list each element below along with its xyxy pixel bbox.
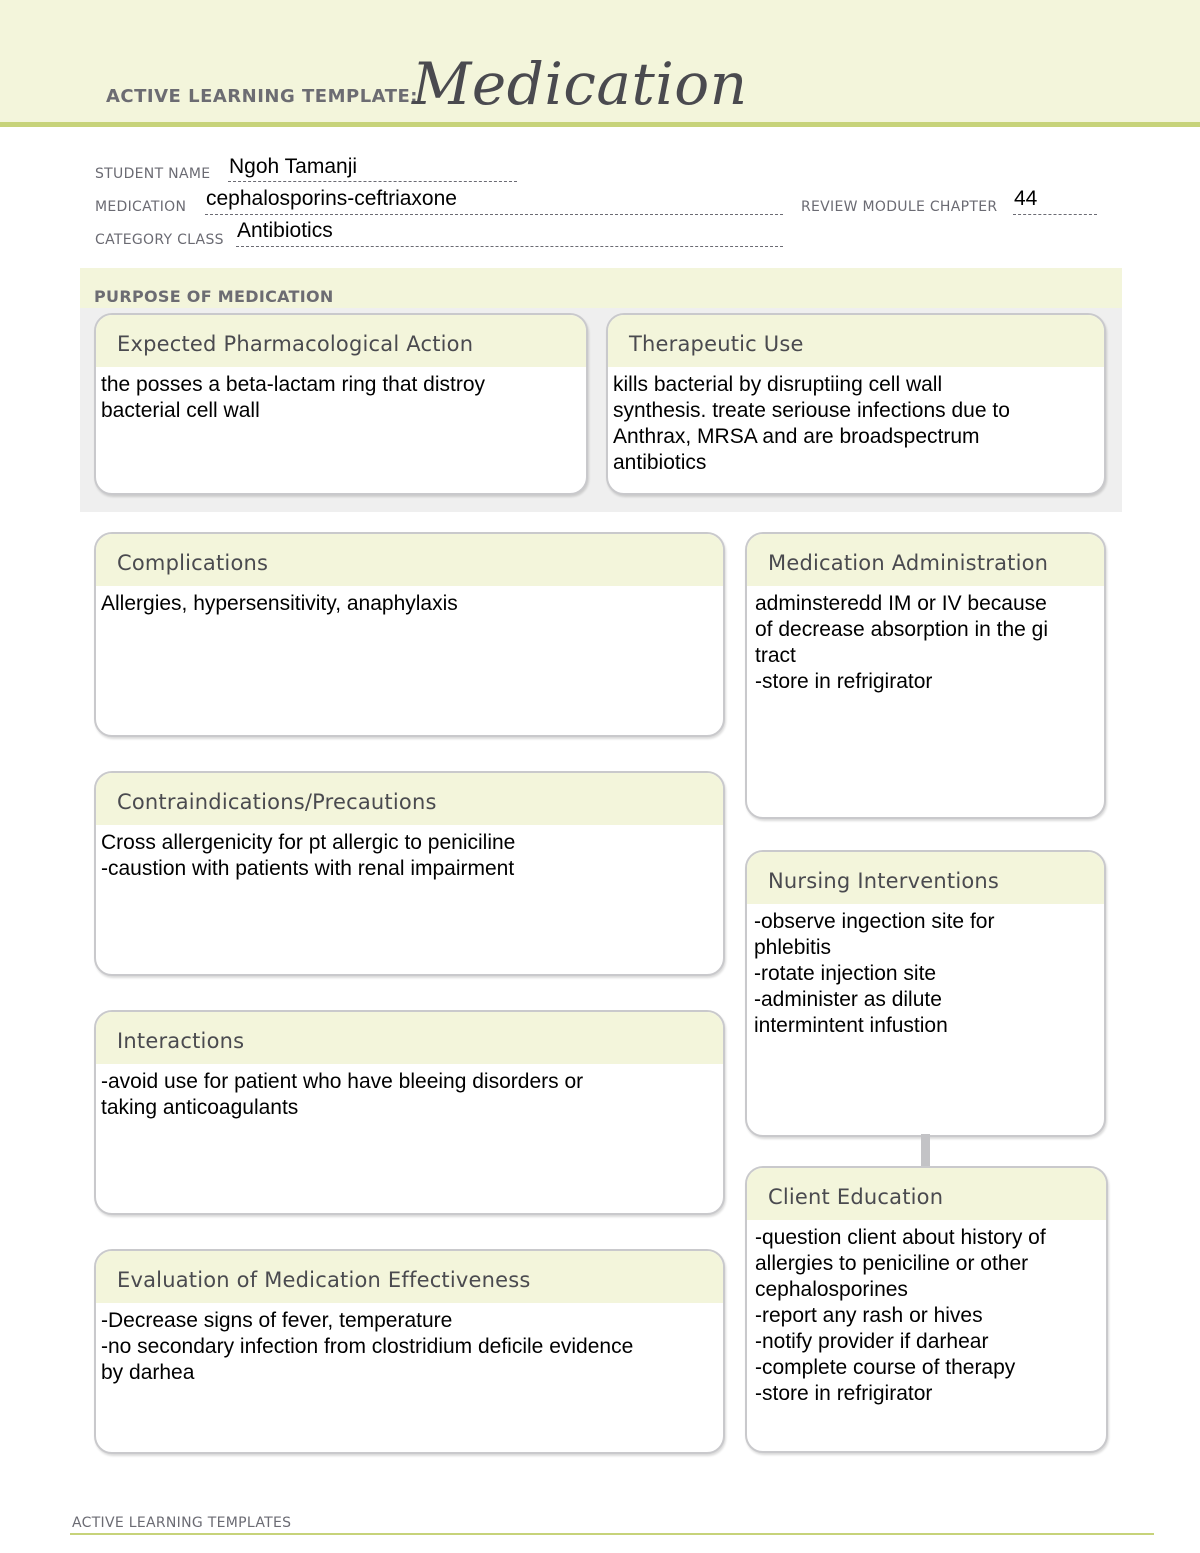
template-label: ACTIVE LEARNING TEMPLATE: — [106, 86, 418, 107]
medication-administration-text[interactable]: adminsteredd IM or IV because of decrease absorption in the gi tract -store in refrigirator — [755, 592, 1049, 693]
review-module-line — [1013, 214, 1097, 215]
expected-action-box — [94, 313, 588, 495]
interactions-box — [94, 1010, 725, 1215]
medication-field[interactable]: cephalosporins-ceftriaxone — [206, 187, 457, 210]
page-title: Medication — [412, 50, 748, 118]
student-name-label: STUDENT NAME — [95, 166, 211, 182]
contraindications-box — [94, 771, 725, 976]
student-name-line — [228, 181, 517, 182]
complications-title: Complications — [96, 534, 723, 586]
expected-action-text[interactable]: the posses a beta-lactam ring that distroy bacterial cell wall — [101, 373, 486, 422]
footer-label: ACTIVE LEARNING TEMPLATES — [72, 1515, 292, 1531]
evaluation-text[interactable]: -Decrease signs of fever, temperature -no secondary infection from clostridium deficile evidence by darhea — [101, 1309, 634, 1384]
medication-administration-box — [745, 532, 1106, 819]
therapeutic-use-box — [606, 313, 1106, 495]
header-rule — [0, 122, 1200, 127]
review-module-field[interactable]: 44 — [1014, 187, 1038, 210]
medication-line — [205, 214, 783, 215]
category-class-line — [236, 246, 783, 247]
evaluation-title: Evaluation of Medication Effectiveness — [96, 1251, 723, 1303]
nursing-interventions-title: Nursing Interventions — [747, 852, 1104, 904]
interactions-text[interactable]: -avoid use for patient who have bleeing disorders or taking anticoagulants — [101, 1070, 584, 1119]
contraindications-text[interactable]: Cross allergenicity for pt allergic to peniciline -caustion with patients with renal impairment — [101, 831, 516, 880]
nursing-interventions-text[interactable]: -observe ingection site for phlebitis -rotate injection site -administer as dilute intermintent infustion — [754, 910, 995, 1037]
nursing-interventions-box — [745, 850, 1106, 1137]
complications-box — [94, 532, 725, 737]
medication-administration-title: Medication Administration — [747, 534, 1104, 586]
evaluation-box — [94, 1249, 725, 1454]
connector-bar — [921, 1134, 930, 1166]
contraindications-title: Contraindications/Precautions — [96, 773, 723, 825]
footer-rule — [70, 1533, 1154, 1535]
student-name-field[interactable]: Ngoh Tamanji — [229, 155, 358, 178]
expected-action-title: Expected Pharmacological Action — [96, 315, 586, 367]
complications-text[interactable]: Allergies, hypersensitivity, anaphylaxis — [101, 592, 458, 615]
client-education-title: Client Education — [747, 1168, 1106, 1220]
therapeutic-use-title: Therapeutic Use — [608, 315, 1104, 367]
interactions-title: Interactions — [96, 1012, 723, 1064]
therapeutic-use-text[interactable]: kills bacterial by disruptiing cell wall synthesis. treate seriouse infections due to Anthrax, MRSA and are broadspectrum antibiotics — [613, 373, 1010, 474]
client-education-box — [745, 1166, 1108, 1453]
medication-label: MEDICATION — [95, 199, 187, 215]
category-class-field[interactable]: Antibiotics — [237, 219, 333, 242]
category-class-label: CATEGORY CLASS — [95, 232, 224, 248]
client-education-text[interactable]: -question client about history of allergies to peniciline or other cephalosporines -report any rash or hives -notify provider if darhear -complete course of therapy -store in refrigirator — [755, 1226, 1046, 1405]
review-module-label: REVIEW MODULE CHAPTER — [801, 199, 998, 215]
purpose-label: PURPOSE OF MEDICATION — [94, 287, 334, 306]
